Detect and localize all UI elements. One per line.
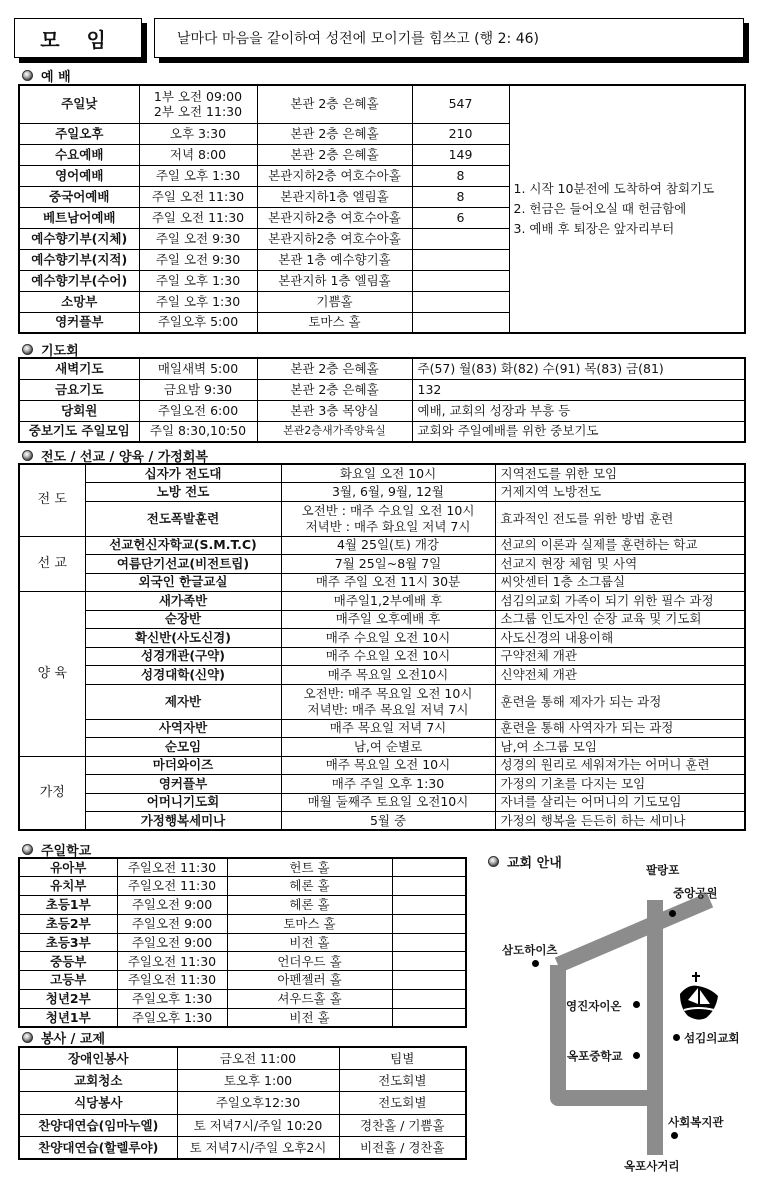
time-cell: 주일 오전 9:30	[139, 249, 257, 270]
section-heading: 기도회	[41, 344, 79, 359]
church-map	[470, 850, 760, 1180]
time-cell: 토 저녁7시/주일 10:20	[177, 1114, 339, 1136]
department-name: 유치부	[19, 877, 117, 896]
time-cell: 7월 25일~8월 7일	[281, 555, 495, 574]
attendance-cell: 8	[412, 186, 509, 207]
service-name: 찬양대연습(할렐루야)	[19, 1137, 177, 1159]
description-cell: 자녀를 살리는 어머니의 기도모임	[495, 793, 745, 812]
time-cell: 주일오전 6:00	[139, 400, 257, 421]
section-heading: 예 배	[41, 70, 71, 85]
place-cell: 기쁨홀	[257, 291, 412, 312]
place-cell: 본관 1층 예수향기홀	[257, 249, 412, 270]
place-cell: 헤론 홀	[227, 877, 392, 896]
service-name: 중국어예배	[19, 186, 139, 207]
attendance-cell: 547	[412, 85, 509, 123]
department-name: 유아부	[19, 858, 117, 877]
time-cell: 매주 목요일 오전10시	[281, 666, 495, 685]
label-samdo-heights: 삼도하이츠	[502, 943, 558, 957]
description-cell: 선교의 이론과 실제를 훈련하는 학교	[495, 536, 745, 555]
table-row	[19, 952, 466, 971]
time-cell: 남,여 순별로	[281, 738, 495, 757]
prayer-name: 중보기도 주일모임	[19, 421, 139, 442]
description-cell: 씨앗센터 1층 소그룹실	[495, 573, 745, 592]
description-cell: 거제지역 노방전도	[495, 483, 745, 502]
service-name: 찬양대연습(임마누엘)	[19, 1114, 177, 1136]
table-row	[19, 1137, 466, 1159]
table-row	[19, 738, 745, 757]
place-cell: 경찬홀 / 기쁨홀	[339, 1114, 466, 1136]
section-heading: 교회 안내	[507, 856, 562, 871]
table-row	[19, 555, 745, 574]
service-name: 주일낮	[19, 85, 139, 123]
table-row	[19, 1047, 466, 1069]
attendance-cell	[412, 228, 509, 249]
label-church: 섬김의교회	[684, 1031, 740, 1045]
table-row	[19, 933, 466, 952]
service-name: 예수향기부(지체)	[19, 228, 139, 249]
table-row	[19, 812, 745, 831]
table-row	[19, 858, 466, 877]
table-row	[19, 400, 745, 421]
time-cell: 매월 둘째주 토요일 오전10시	[281, 793, 495, 812]
empty-cell	[392, 1008, 466, 1027]
bullet-icon	[22, 70, 33, 81]
table-row	[19, 610, 745, 629]
time-cell: 주일 오후 1:30	[139, 165, 257, 186]
time-cell: 오후 3:30	[139, 123, 257, 144]
label-yeongjin-zion: 영진자이온	[566, 999, 622, 1013]
time-cell: 주일오전 11:30	[117, 858, 227, 877]
note-cell: 주(57) 월(83) 화(82) 수(91) 목(83) 금(81)	[412, 358, 745, 379]
description-cell: 선교지 현장 체험 및 사역	[495, 555, 745, 574]
time-line: 오전반 : 매주 수요일 오전 10시	[301, 502, 475, 518]
time-cell: 매주일 오후예배 후	[281, 610, 495, 629]
time-cell: 토 저녁7시/주일 오후2시	[177, 1137, 339, 1159]
time-line: 2부 오전 11:30	[153, 104, 243, 120]
time-cell	[281, 684, 495, 719]
note-line: 1. 시작 10분전에 도착하여 참회기도	[513, 181, 715, 196]
time-cell: 금오전 11:00	[177, 1047, 339, 1069]
time-cell: 주일오전 9:00	[117, 933, 227, 952]
page-title: 모 임	[14, 18, 142, 58]
program-name: 영커플부	[85, 775, 281, 794]
time-cell: 주일 8:30,10:50	[139, 421, 257, 442]
table-row	[19, 592, 745, 611]
sunday-school-table	[18, 857, 467, 1028]
time-cell: 3월, 6월, 9월, 12월	[281, 483, 495, 502]
section-service	[22, 1028, 105, 1047]
department-name: 고등부	[19, 971, 117, 990]
attendance-cell: 8	[412, 165, 509, 186]
empty-cell	[392, 896, 466, 915]
place-cell: 본관 2층 은혜홀	[257, 358, 412, 379]
lower-loop-road	[558, 965, 655, 1098]
table-row	[19, 775, 745, 794]
table-row	[19, 1114, 466, 1136]
table-row	[19, 629, 745, 648]
place-cell: 본관지하2층 여호수아홀	[257, 228, 412, 249]
service-name: 예수향기부(수어)	[19, 270, 139, 291]
program-name: 제자반	[85, 684, 281, 719]
table-row	[19, 684, 745, 719]
table-row	[19, 421, 745, 442]
time-cell: 주일오후 5:00	[139, 312, 257, 333]
time-cell: 주일오전 11:30	[117, 971, 227, 990]
time-line: 오전반: 매주 목요일 오전 10시	[303, 685, 473, 701]
place-cell: 토마스 홀	[257, 312, 412, 333]
attendance-cell: 6	[412, 207, 509, 228]
table-row	[19, 647, 745, 666]
time-cell: 화요일 오전 10시	[281, 464, 495, 483]
place-cell: 헤론 홀	[227, 896, 392, 915]
place-cell: 셔우드홀 홀	[227, 990, 392, 1009]
empty-cell	[392, 858, 466, 877]
place-cell: 본관지하1층 엘림홀	[257, 186, 412, 207]
table-row	[19, 1069, 466, 1091]
empty-cell	[392, 914, 466, 933]
category-cell: 전 도	[19, 464, 85, 536]
service-table	[18, 1046, 467, 1160]
attendance-cell	[412, 291, 509, 312]
label-welfare-center: 사회복지관	[668, 1115, 724, 1129]
service-name: 소망부	[19, 291, 139, 312]
attendance-cell	[412, 270, 509, 291]
table-row	[19, 1092, 466, 1114]
section-heading: 전도 / 선교 / 양육 / 가정회복	[41, 450, 208, 465]
time-cell	[281, 501, 495, 536]
section-heading: 주일학교	[41, 844, 92, 859]
department-name: 초등3부	[19, 933, 117, 952]
place-cell: 본관 2층 은혜홀	[257, 85, 412, 123]
time-line: 저녁반 : 매주 화요일 저녁 7시	[305, 518, 471, 534]
label-okpo-middle-school: 옥포중학교	[567, 1049, 623, 1063]
place-cell: 언더우드 홀	[227, 952, 392, 971]
department-name: 청년2부	[19, 990, 117, 1009]
time-cell: 저녁 8:00	[139, 144, 257, 165]
attendance-cell	[412, 249, 509, 270]
time-cell: 주일 오후 1:30	[139, 291, 257, 312]
department-name: 초등2부	[19, 914, 117, 933]
note-cell: 132	[412, 379, 745, 400]
note-line: 2. 헌금은 들어오실 때 헌금함에	[513, 201, 687, 216]
department-name: 청년1부	[19, 1008, 117, 1027]
table-row	[19, 85, 745, 123]
table-row	[19, 483, 745, 502]
bullet-icon	[22, 844, 33, 855]
time-cell: 주일오후 1:30	[117, 990, 227, 1009]
place-cell: 아펜젤러 홀	[227, 971, 392, 990]
service-name: 주일오후	[19, 123, 139, 144]
program-name: 마더와이즈	[85, 756, 281, 775]
church-logo-icon	[676, 970, 722, 1024]
time-cell: 매주 목요일 저녁 7시	[281, 719, 495, 738]
description-cell: 사도신경의 내용이해	[495, 629, 745, 648]
description-cell: 훈련을 통해 제자가 되는 과정	[495, 684, 745, 719]
service-name: 식당봉사	[19, 1092, 177, 1114]
description-cell: 섬김의교회 가족이 되기 위한 필수 과정	[495, 592, 745, 611]
table-row	[19, 756, 745, 775]
prayer-name: 당회원	[19, 400, 139, 421]
description-cell: 구약전체 개관	[495, 647, 745, 666]
place-cell: 본관지하2층 여호수아홀	[257, 165, 412, 186]
label-okpo-intersection: 옥포사거리	[624, 1159, 680, 1173]
time-cell: 주일오전 11:30	[117, 877, 227, 896]
bible-verse: 날마다 마음을 같이하여 성전에 모이기를 힘쓰고 (행 2: 46)	[154, 18, 744, 58]
program-name: 사역자반	[85, 719, 281, 738]
description-cell: 신약전체 개관	[495, 666, 745, 685]
place-cell: 본관 2층 은혜홀	[257, 144, 412, 165]
time-line: 저녁반: 매주 목요일 저녁 7시	[307, 701, 469, 717]
program-name: 외국인 한글교실	[85, 573, 281, 592]
category-cell: 선 교	[19, 536, 85, 592]
label-central-park: 중앙공원	[673, 886, 718, 900]
program-name: 어머니기도회	[85, 793, 281, 812]
program-name: 선교헌신자학교(S.M.T.C)	[85, 536, 281, 555]
service-name: 예수향기부(지적)	[19, 249, 139, 270]
service-name: 장애인봉사	[19, 1047, 177, 1069]
time-cell: 주일 오전 11:30	[139, 207, 257, 228]
empty-cell	[392, 933, 466, 952]
table-row	[19, 793, 745, 812]
time-cell: 매주 주일 오전 11시 30분	[281, 573, 495, 592]
place-cell: 비전 홀	[227, 933, 392, 952]
program-name: 순장반	[85, 610, 281, 629]
table-row	[19, 501, 745, 536]
place-cell: 전도회별	[339, 1092, 466, 1114]
table-row	[19, 1008, 466, 1027]
section-heading: 봉사 / 교제	[41, 1032, 106, 1047]
empty-cell	[392, 990, 466, 1009]
place-cell: 비전홀 / 경찬홀	[339, 1137, 466, 1159]
time-cell: 주일 오후 1:30	[139, 270, 257, 291]
description-cell: 가정의 기초를 다지는 모임	[495, 775, 745, 794]
service-name: 영커플부	[19, 312, 139, 333]
service-name: 영어예배	[19, 165, 139, 186]
program-name: 성경대학(신약)	[85, 666, 281, 685]
description-cell: 가정의 행복을 든든히 하는 세미나	[495, 812, 745, 831]
place-cell: 토마스 홀	[227, 914, 392, 933]
description-cell: 소그룹 인도자인 순장 교육 및 기도회	[495, 610, 745, 629]
ministry-table	[18, 463, 746, 831]
program-name: 노방 전도	[85, 483, 281, 502]
time-cell: 주일오전 9:00	[117, 896, 227, 915]
department-name: 초등1부	[19, 896, 117, 915]
marker-welfare-center	[671, 1132, 678, 1139]
category-cell: 양 육	[19, 592, 85, 757]
description-cell: 남,여 소그룹 모임	[495, 738, 745, 757]
time-cell: 주일오후12:30	[177, 1092, 339, 1114]
time-cell: 금요밤 9:30	[139, 379, 257, 400]
time-cell: 주일 오전 11:30	[139, 186, 257, 207]
time-cell	[139, 85, 257, 123]
upper-diagonal-road	[558, 900, 710, 965]
empty-cell	[392, 952, 466, 971]
description-cell: 성경의 원리로 세워져가는 어머니 훈련	[495, 756, 745, 775]
marker-samdo-heights	[532, 960, 539, 967]
time-cell: 매주 주일 오후 1:30	[281, 775, 495, 794]
table-row	[19, 666, 745, 685]
table-row	[19, 536, 745, 555]
table-row	[19, 971, 466, 990]
place-cell: 전도회별	[339, 1069, 466, 1091]
table-row	[19, 896, 466, 915]
marker-okpo-middle-school	[633, 1052, 640, 1059]
program-name: 전도폭발훈련	[85, 501, 281, 536]
table-row	[19, 990, 466, 1009]
time-cell: 매주 수요일 오전 10시	[281, 629, 495, 648]
empty-cell	[392, 971, 466, 990]
place-cell: 팀별	[339, 1047, 466, 1069]
prayer-name: 새벽기도	[19, 358, 139, 379]
prayer-table	[18, 357, 746, 443]
marker-central-park	[669, 910, 676, 917]
program-name: 새가족반	[85, 592, 281, 611]
service-name: 베트남어예배	[19, 207, 139, 228]
table-row	[19, 358, 745, 379]
category-cell: 가정	[19, 756, 85, 830]
place-cell: 본관지하 1층 엘림홀	[257, 270, 412, 291]
service-name: 교회청소	[19, 1069, 177, 1091]
program-name: 십자가 전도대	[85, 464, 281, 483]
attendance-cell: 149	[412, 144, 509, 165]
note-line: 3. 예배 후 퇴장은 앞자리부터	[513, 221, 675, 236]
time-cell: 5월 중	[281, 812, 495, 831]
marker-yeongjin-zion	[633, 1001, 640, 1008]
program-name: 순모임	[85, 738, 281, 757]
empty-cell	[392, 877, 466, 896]
table-row	[19, 379, 745, 400]
section-worship	[22, 66, 71, 85]
place-cell: 본관 2층 은혜홀	[257, 379, 412, 400]
description-cell: 효과적인 전도를 위한 방법 훈련	[495, 501, 745, 536]
place-cell: 본관 3층 목양실	[257, 400, 412, 421]
time-cell: 주일오후 1:30	[117, 1008, 227, 1027]
place-cell: 헌트 홀	[227, 858, 392, 877]
label-palangpo: 팔랑포	[646, 863, 680, 877]
service-name: 수요예배	[19, 144, 139, 165]
note-cell: 예배, 교회의 성장과 부흥 등	[412, 400, 745, 421]
place-cell: 본관지하2층 여호수아홀	[257, 207, 412, 228]
marker-church	[673, 1034, 680, 1041]
worship-table	[18, 84, 746, 334]
time-line: 1부 오전 09:00	[153, 88, 243, 104]
table-row	[19, 914, 466, 933]
time-cell: 주일오전 9:00	[117, 914, 227, 933]
table-row	[19, 877, 466, 896]
department-name: 중등부	[19, 952, 117, 971]
bullet-icon	[22, 344, 33, 355]
time-cell: 토오후 1:00	[177, 1069, 339, 1091]
worship-notes	[509, 85, 745, 333]
attendance-cell	[412, 312, 509, 333]
time-cell: 매주 목요일 오전 10시	[281, 756, 495, 775]
time-cell: 주일오전 11:30	[117, 952, 227, 971]
program-name: 확신반(사도신경)	[85, 629, 281, 648]
time-cell: 매일새벽 5:00	[139, 358, 257, 379]
description-cell: 훈련을 통해 사역자가 되는 과정	[495, 719, 745, 738]
bullet-icon	[22, 1032, 33, 1043]
time-cell: 매주 수요일 오전 10시	[281, 647, 495, 666]
program-name: 성경개관(구약)	[85, 647, 281, 666]
note-cell: 교회와 주일예배를 위한 중보기도	[412, 421, 745, 442]
place-cell: 본관2층새가족양육실	[257, 421, 412, 442]
time-cell: 매주일1,2부예배 후	[281, 592, 495, 611]
table-row	[19, 573, 745, 592]
prayer-name: 금요기도	[19, 379, 139, 400]
place-cell: 비전 홀	[227, 1008, 392, 1027]
bullet-icon	[22, 450, 33, 461]
table-row	[19, 464, 745, 483]
time-cell: 4월 25일(토) 개강	[281, 536, 495, 555]
program-name: 가정행복세미나	[85, 812, 281, 831]
place-cell: 본관 2층 은혜홀	[257, 123, 412, 144]
description-cell: 지역전도를 위한 모임	[495, 464, 745, 483]
time-cell: 주일 오전 9:30	[139, 228, 257, 249]
attendance-cell: 210	[412, 123, 509, 144]
program-name: 여름단기선교(비전트립)	[85, 555, 281, 574]
table-row	[19, 719, 745, 738]
